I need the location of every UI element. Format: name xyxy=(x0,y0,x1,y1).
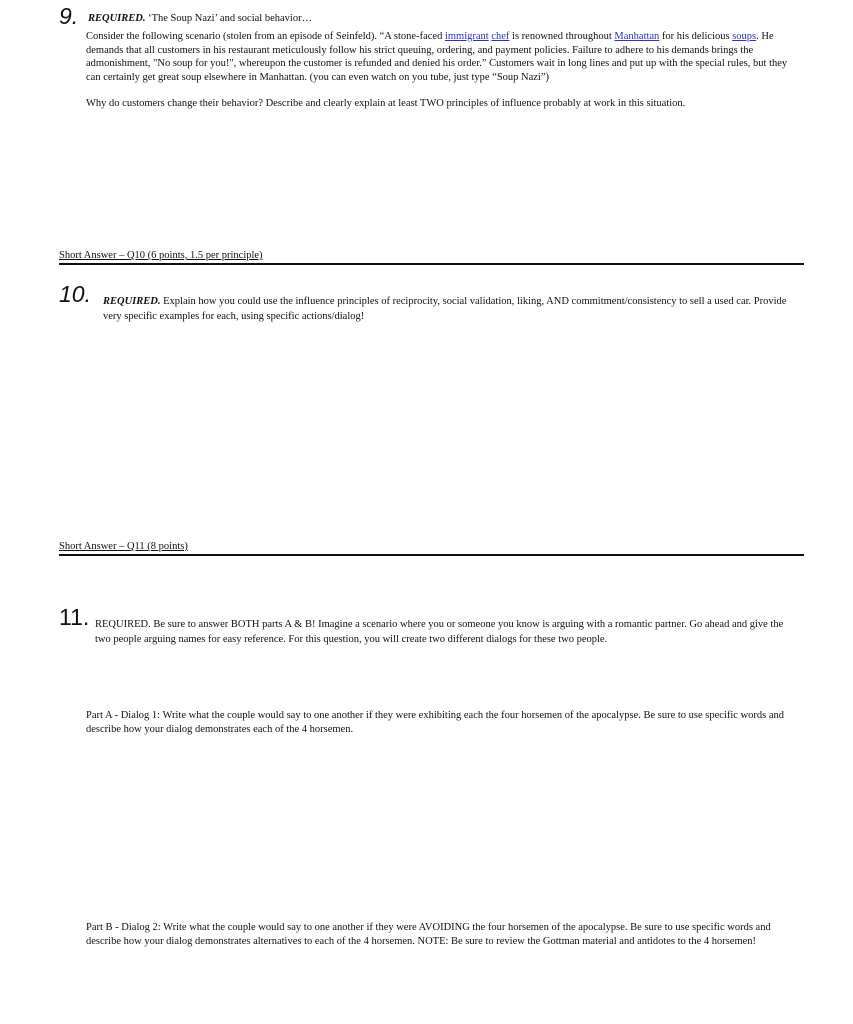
section-label-q11: Short Answer – Q11 (8 points) xyxy=(59,541,188,552)
scenario-text-1: Consider the following scenario (stolen from an episode of Seinfeld). “A stone-faced xyxy=(86,31,445,42)
question-11-part-a: Part A - Dialog 1: Write what the couple would say to one another if they were exhibiting each the four horsemen of the apocalypse. Be sure to use specific words and describe how your dialog demonstrates each of the 4 horsemen. xyxy=(86,710,785,735)
scenario-text-2: is renowned throughout xyxy=(509,31,615,42)
question-10-prompt xyxy=(103,294,798,324)
soups-link[interactable]: soups xyxy=(732,31,757,42)
required-label: REQUIRED. xyxy=(88,13,146,24)
question-11-prompt: REQUIRED. Be sure to answer BOTH parts A & B! Imagine a scenario where you or someone you know is arguing with a romantic partner. Go ahead and give the two people arguing names for easy reference. For this question, you will create two different dialogs for these two people. xyxy=(95,619,784,645)
scenario-text-3: for his delicious xyxy=(659,31,733,42)
question-9-prompt: Why do customers change their behavior? Describe and clearly explain at least TWO principles of influence probably at work in this situation. xyxy=(86,98,686,109)
section-divider-q11 xyxy=(59,554,804,556)
question-9-number: 9. xyxy=(59,3,79,29)
question-11-number: 11. xyxy=(59,604,90,630)
question-10-number: 10. xyxy=(59,281,91,307)
chef-link[interactable]: chef xyxy=(491,31,510,42)
manhattan-link[interactable]: Manhattan xyxy=(614,31,660,42)
question-9-heading xyxy=(88,13,312,24)
question-10-text: Explain how you could use the influence principles of reciprocity, social validation, liking, AND commitment/consistency to sell a used car. Provide very specific examples for each, using specific actions/dialog! xyxy=(103,296,787,322)
required-label: REQUIRED. xyxy=(103,296,161,307)
question-11-part-b: Part B - Dialog 2: Write what the couple would say to one another if they were AVOIDING the four horsemen of the apocalypse. Be sure to use specific words and describe how your dialog demonstrates alternatives to each of the 4 horsemen. NOTE: Be sure to review the Gottman material and antidotes to the 4 horsemen! xyxy=(86,922,771,947)
question-9-scenario xyxy=(86,30,798,84)
immigrant-link[interactable]: immigrant xyxy=(444,31,489,42)
section-label-q10: Short Answer – Q10 (6 points, 1.5 per principle) xyxy=(59,250,263,261)
question-9-title: ‘The Soup Nazi’ and social behavior… xyxy=(145,13,313,24)
section-divider-q10 xyxy=(59,263,804,265)
scenario-text-4: . He demands that all customers in his restaurant meticulously follow his strict queuing, ordering, and payment policies. Failure to adhere to his demands brings the admonishment, "No soup for you!", whereupon the customer is refunded and denied his order.” Customers wait in long lines and put up with the special rules, but they can certainly get great soup elsewhere in Manhattan. (you can even watch on you tube, just type “Soup Nazi”) xyxy=(86,31,788,83)
